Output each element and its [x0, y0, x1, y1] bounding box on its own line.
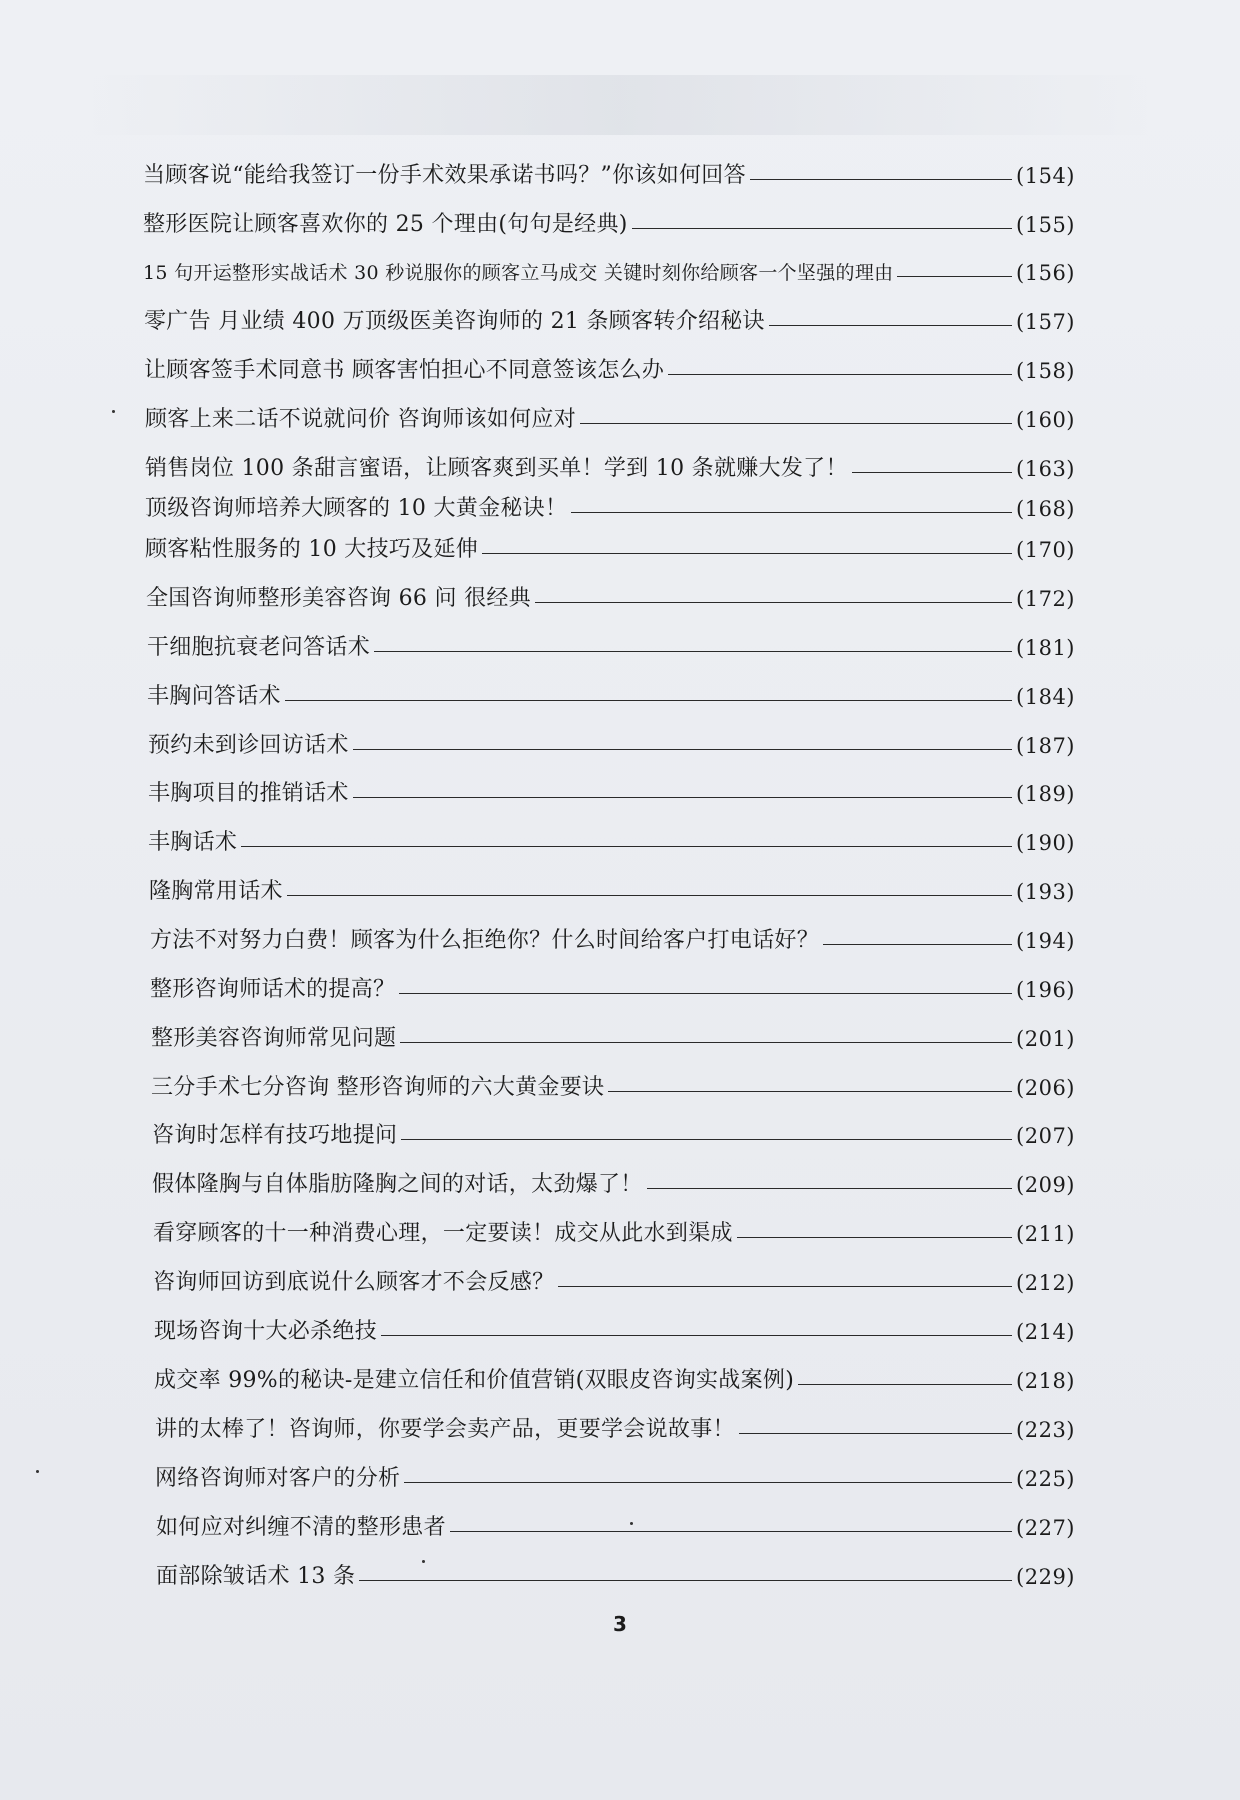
toc-entry-title: 顶级咨询师培养大顾客的 10 大黄金秘诀！ — [145, 496, 568, 521]
toc-entry-page: (201) — [1016, 1027, 1075, 1051]
toc-entry-page: (211) — [1016, 1222, 1075, 1246]
toc-entry-title: 让顾客签手术同意书 顾客害怕担心不同意签该怎么办 — [144, 358, 665, 383]
toc-entry[interactable] — [146, 580, 1075, 614]
toc-entry[interactable] — [143, 157, 1075, 191]
toc-leader-line — [381, 1335, 1012, 1336]
toc-entry-title: 丰胸问答话术 — [147, 684, 281, 709]
toc-entry[interactable] — [145, 401, 1075, 435]
toc-entry-title: 三分手术七分咨询 整形咨询师的六大黄金要诀 — [151, 1075, 605, 1100]
toc-leader-line — [285, 700, 1012, 701]
toc-entry[interactable] — [152, 1117, 1075, 1151]
toc-entry-page: (218) — [1016, 1369, 1075, 1393]
toc-leader-line — [450, 1531, 1012, 1532]
toc-entry[interactable] — [145, 490, 1075, 524]
toc-entry-page: (154) — [1016, 164, 1075, 188]
toc-entry-page: (160) — [1016, 408, 1075, 432]
toc-entry[interactable] — [151, 1069, 1075, 1103]
toc-leader-line — [897, 276, 1012, 277]
toc-leader-line — [571, 512, 1012, 513]
toc-entry[interactable] — [151, 1020, 1075, 1054]
toc-entry[interactable] — [143, 254, 1075, 288]
toc-leader-line — [353, 797, 1012, 798]
toc-entry[interactable] — [155, 1460, 1075, 1494]
toc-entry-title: 顾客粘性服务的 10 大技巧及延伸 — [145, 537, 479, 562]
toc-entry-page: (194) — [1016, 929, 1075, 953]
toc-leader-line — [668, 374, 1012, 375]
toc-entry-title: 丰胸项目的推销话术 — [148, 781, 349, 806]
toc-leader-line — [852, 472, 1012, 473]
toc-entry[interactable] — [144, 352, 1075, 386]
toc-entry-page: (223) — [1016, 1418, 1075, 1442]
toc-entry[interactable] — [148, 775, 1075, 809]
toc-entry-page: (193) — [1016, 880, 1075, 904]
toc-entry-page: (156) — [1016, 261, 1075, 285]
toc-entry[interactable] — [147, 678, 1075, 712]
toc-entry-page: (170) — [1016, 538, 1075, 562]
toc-entry-page: (189) — [1016, 782, 1075, 806]
toc-entry-title: 看穿顾客的十一种消费心理，一定要读！成交从此水到渠成 — [153, 1221, 733, 1246]
toc-entry-title: 咨询时怎样有技巧地提问 — [152, 1123, 398, 1148]
toc-leader-line — [401, 1139, 1012, 1140]
toc-entry-page: (155) — [1016, 213, 1075, 237]
toc-leader-line — [287, 895, 1012, 896]
toc-leader-line — [359, 1580, 1012, 1581]
toc-entry[interactable] — [148, 727, 1075, 761]
toc-entry[interactable] — [149, 873, 1075, 907]
toc-entry-title: 方法不对努力白费！顾客为什么拒绝你？什么时间给客户打电话好？ — [150, 928, 820, 953]
scan-speck — [112, 410, 115, 413]
scan-speck — [422, 1560, 425, 1563]
toc-entry-title: 隆胸常用话术 — [149, 879, 283, 904]
toc-entry-page: (229) — [1016, 1565, 1075, 1589]
toc-entry[interactable] — [156, 1509, 1075, 1543]
toc-entry-page: (158) — [1016, 359, 1075, 383]
toc-leader-line — [404, 1482, 1012, 1483]
toc-entry-page: (157) — [1016, 310, 1075, 334]
toc-leader-line — [632, 228, 1012, 229]
toc-entry-page: (168) — [1016, 497, 1075, 521]
toc-leader-line — [580, 423, 1012, 424]
toc-entry[interactable] — [152, 1166, 1075, 1200]
toc-entry-title: 整形美容咨询师常见问题 — [151, 1026, 397, 1051]
toc-leader-line — [399, 993, 1012, 994]
toc-entry-title: 面部除皱话术 13 条 — [156, 1564, 356, 1589]
toc-entry[interactable] — [150, 922, 1075, 956]
toc-entry[interactable] — [145, 531, 1075, 565]
toc-entry[interactable] — [147, 629, 1075, 663]
toc-entry-title: 整形医院让顾客喜欢你的 25 个理由(句句是经典) — [143, 212, 628, 237]
toc-entry-title: 成交率 99%的秘诀-是建立信任和价值营销(双眼皮咨询实战案例) — [154, 1368, 795, 1393]
toc-leader-line — [241, 846, 1012, 847]
toc-entry[interactable] — [144, 303, 1075, 337]
toc-entry-page: (187) — [1016, 734, 1075, 758]
toc-entry-title: 假体隆胸与自体脂肪隆胸之间的对话，太劲爆了！ — [152, 1172, 643, 1197]
toc-entry[interactable] — [153, 1215, 1075, 1249]
toc-leader-line — [374, 651, 1012, 652]
toc-entry-page: (209) — [1016, 1173, 1075, 1197]
page-number: 3 — [613, 1612, 627, 1636]
toc-entry[interactable] — [143, 206, 1075, 240]
toc-entry-page: (184) — [1016, 685, 1075, 709]
toc-entry-title: 干细胞抗衰老问答话术 — [147, 635, 371, 660]
toc-entry-title: 整形咨询师话术的提高？ — [150, 977, 396, 1002]
toc-entry[interactable] — [153, 1264, 1075, 1298]
toc-entry-page: (225) — [1016, 1467, 1075, 1491]
toc-entry[interactable] — [154, 1362, 1075, 1396]
toc-entry-page: (172) — [1016, 587, 1075, 611]
toc-entry-page: (214) — [1016, 1320, 1075, 1344]
toc-entry[interactable] — [145, 450, 1075, 484]
toc-entry-title: 顾客上来二话不说就问价 咨询师该如何应对 — [145, 407, 576, 432]
scan-speck — [36, 1470, 39, 1473]
toc-entry[interactable] — [155, 1411, 1075, 1445]
toc-leader-line — [750, 179, 1012, 180]
toc-entry-title: 丰胸话术 — [148, 830, 238, 855]
toc-entry-page: (207) — [1016, 1124, 1075, 1148]
toc-entry-page: (196) — [1016, 978, 1075, 1002]
toc-entry-page: (206) — [1016, 1076, 1075, 1100]
toc-entry-title: 网络咨询师对客户的分析 — [155, 1466, 401, 1491]
toc-entry-page: (181) — [1016, 636, 1075, 660]
toc-leader-line — [353, 749, 1012, 750]
toc-leader-line — [739, 1433, 1012, 1434]
toc-leader-line — [400, 1042, 1012, 1043]
toc-entry-title: 讲的太棒了！咨询师，你要学会卖产品，更要学会说故事！ — [155, 1417, 735, 1442]
toc-entry-page: (227) — [1016, 1516, 1075, 1540]
toc-entry-page: (190) — [1016, 831, 1075, 855]
toc-entry-title: 零广告 月业绩 400 万顶级医美咨询师的 21 条顾客转介绍秘诀 — [144, 309, 765, 334]
toc-entry-title: 现场咨询十大必杀绝技 — [154, 1319, 378, 1344]
toc-entry-title: 15 句开运整形实战话术 30 秒说服你的顾客立马成交 关键时刻你给顾客一个坚强的理由 — [143, 262, 894, 284]
toc-leader-line — [769, 325, 1012, 326]
toc-entry[interactable] — [150, 971, 1075, 1005]
toc-entry-title: 预约未到诊回访话术 — [148, 733, 349, 758]
toc-entry-title: 当顾客说“能给我签订一份手术效果承诺书吗？”你该如何回答 — [143, 163, 746, 188]
toc-entry[interactable] — [156, 1558, 1075, 1592]
scan-speck — [630, 1522, 633, 1525]
toc-entry-page: (163) — [1016, 457, 1075, 481]
toc-leader-line — [535, 602, 1012, 603]
toc-entry-page: (212) — [1016, 1271, 1075, 1295]
toc-entry-title: 如何应对纠缠不清的整形患者 — [156, 1515, 446, 1540]
toc-leader-line — [482, 553, 1012, 554]
toc-leader-line — [558, 1286, 1012, 1287]
toc-leader-line — [737, 1237, 1012, 1238]
toc-entry[interactable] — [148, 824, 1075, 858]
toc-leader-line — [798, 1384, 1012, 1385]
toc-entry[interactable] — [154, 1313, 1075, 1347]
toc-leader-line — [823, 944, 1012, 945]
toc-entry-title: 咨询师回访到底说什么顾客才不会反感？ — [153, 1270, 555, 1295]
toc-leader-line — [608, 1091, 1012, 1092]
toc-entry-title: 销售岗位 100 条甜言蜜语，让顾客爽到买单！学到 10 条就赚大发了！ — [145, 456, 848, 481]
toc-leader-line — [647, 1188, 1012, 1189]
toc-entry-title: 全国咨询师整形美容咨询 66 问 很经典 — [146, 586, 531, 611]
